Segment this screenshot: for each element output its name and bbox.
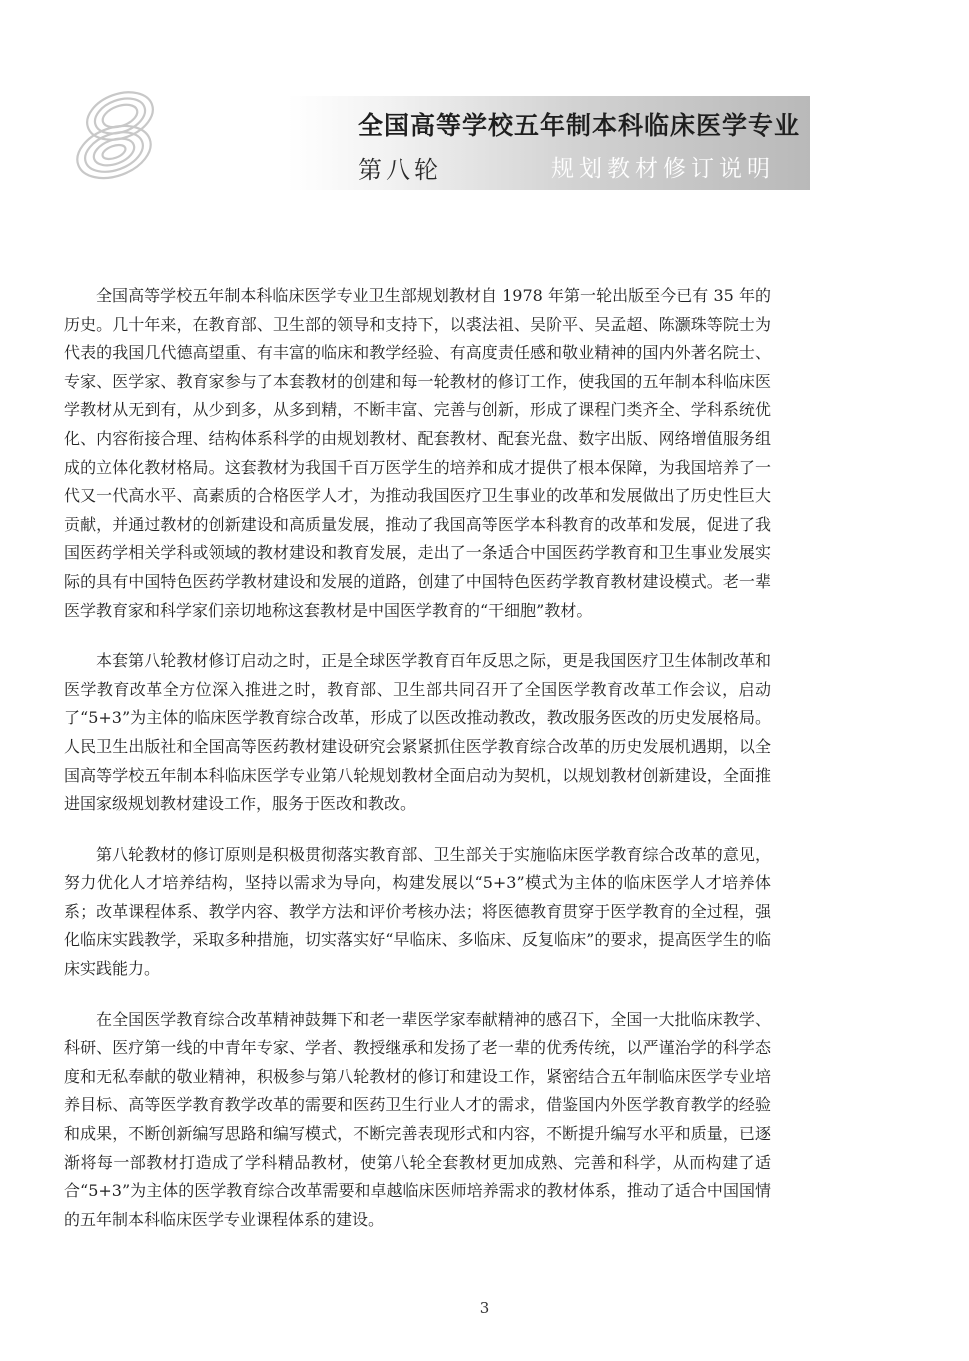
header-subtitle: 规划教材修订说明 bbox=[551, 156, 775, 182]
paragraph-2: 本套第八轮教材修订启动之时，正是全球医学教育百年反思之际，更是我国医疗卫生体制改革和医学教育改革全方位深入推进之时，教育部、卫生部共同召开了全国医学教育改革工作会议，启动了“5+3”为主体的临床医学教育综合改革，形成了以医改推动教改，教改服务医改的历史发展格局。人民卫生出版社和全国高等医药教材建设研究会紧紧抓住医学教育综合改革的历史发展机遇期，以全国高等学校五年制本科临床医学专业第八轮规划教材全面启动为契机，以规划教材创新建设，全面推进国家级规划教材建设工作，服务于医改和教改。 bbox=[64, 651, 771, 814]
header-round: 第八轮 bbox=[358, 156, 442, 184]
header-title: 全国高等学校五年制本科临床医学专业 bbox=[358, 111, 801, 140]
body-text bbox=[64, 282, 771, 1256]
paragraph-4: 在全国医学教育综合改革精神鼓舞下和老一辈医学家奉献精神的感召下，全国一大批临床教学、科研、医疗第一线的中青年专家、学者、教授继承和发扬了老一辈的优秀传统，以严谨治学的科学态度和无私奉献的敬业精神，积极参与第八轮教材的修订和建设工作，紧密结合五年制临床医学专业培养目标、高等医学教育教学改革的需要和医药卫生行业人才的需求，借鉴国内外医学教育教学的经验和成果，不断创新编写思路和编写模式，不断完善表现形式和内容，不断提升编写水平和质量，已逐渐将每一部教材打造成了学科精品教材，使第八轮全套教材更加成熟、完善和科学，从而构建了适合“5+3”为主体的医学教育综合改革需要和卓越临床医师培养需求的教材体系，推动了适合中国国情的五年制本科临床医学专业课程体系的建设。 bbox=[64, 1009, 771, 1229]
paragraph-1: 全国高等学校五年制本科临床医学专业卫生部规划教材自 1978 年第一轮出版至今已有 35 年的历史。几十年来，在教育部、卫生部的领导和支持下，以裘法祖、吴阶平、吴孟超、陈灏珠等院士为代表的我国几代德高望重、有丰富的临床和教学经验、有高度责任感和敬业精神的国内外著名院士、专家、医学家、教育家参与了本套教材的创建和每一轮教材的修订工作，使我国的五年制本科临床医学教材从无到有，从少到多，从多到精，不断丰富、完善与创新，形成了课程门类齐全、学科系统优化、内容衔接合理、结构体系科学的由规划教材、配套教材、配套光盘、数字出版、网络增值服务组成的立体化教材格局。这套教材为我国千百万医学生的培养和成才提供了根本保障，为我国培养了一代又一代高水平、高素质的合格医学人才，为推动我国医疗卫生事业的改革和发展做出了历史性巨大贡献，并通过教材的创新建设和高质量发展，推动了我国高等医学本科教育的改革和发展，促进了我国医药学相关学科或领域的教材建设和教育发展，走出了一条适合中国医药学教育和卫生事业发展实际的具有中国特色医药学教材建设和发展的道路，创建了中国特色医药学教育教材建设模式。老一辈医学教育家和科学家们亲切地称这套教材是中国医学教育的“干细胞”教材。 bbox=[64, 286, 771, 620]
page-number: 3 bbox=[479, 1299, 490, 1317]
paragraph-3: 第八轮教材的修订原则是积极贯彻落实教育部、卫生部关于实施临床医学教育综合改革的意见，努力优化人才培养结构，坚持以需求为导向，构建发展以“5+3”模式为主体的临床医学人才培养体系；改革课程体系、教学内容、教学方法和评价考核办法；将医德教育贯穿于医学教育的全过程，强化临床实践教学，采取多种措施，切实落实好“早临床、多临床、反复临床”的要求，提高医学生的临床实践能力。 bbox=[64, 844, 771, 979]
swirl-8-logo bbox=[64, 86, 174, 186]
